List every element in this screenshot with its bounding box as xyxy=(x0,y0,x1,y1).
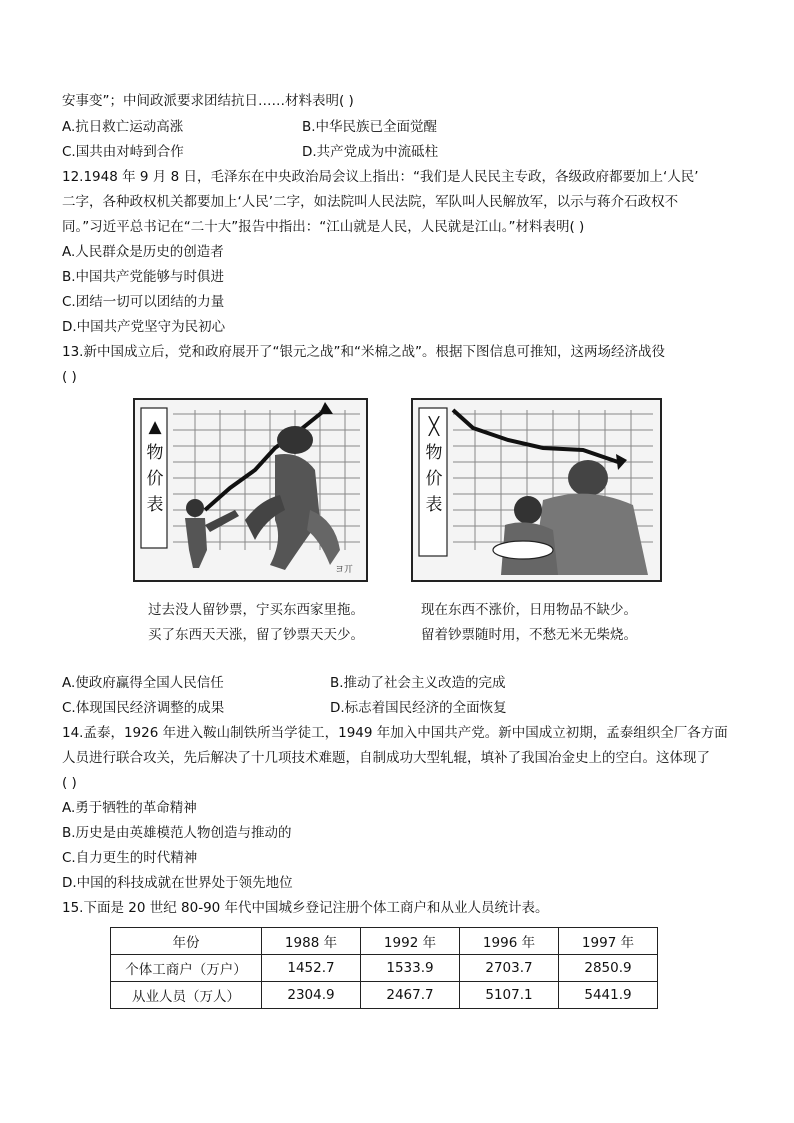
rising-price-cartoon xyxy=(133,398,368,582)
q11-option-c[interactable]: C.国共由对峙到合作 xyxy=(62,144,184,160)
q12-stem-line: 同。”习近平总书记在“二十大”报告中指出：“江山就是人民，人民就是江山。”材料表明( ) xyxy=(62,219,585,235)
table-cell: 2703.7 xyxy=(460,955,559,982)
q14-stem-line: ( ) xyxy=(62,775,77,791)
q12-option-a[interactable]: A.人民群众是历史的创造者 xyxy=(62,244,224,260)
q12-option-d[interactable]: D.中国共产党坚守为民初心 xyxy=(62,319,226,335)
table-cell: 2304.9 xyxy=(262,982,361,1009)
svg-text:ヨ丌: ヨ丌 xyxy=(335,565,354,575)
table-cell: 5107.1 xyxy=(460,982,559,1009)
q13-option-b[interactable]: B.推动了社会主义改造的完成 xyxy=(330,675,506,691)
rising-price-cartoon-art xyxy=(135,400,366,580)
q13-stem-line: ( ) xyxy=(62,369,77,385)
q11-option-b[interactable]: B.中华民族已全面觉醒 xyxy=(302,119,438,135)
table-header-cell: 1997 年 xyxy=(559,928,658,955)
price-table-label-char: 价 xyxy=(425,469,443,489)
table-cell: 1533.9 xyxy=(361,955,460,982)
q12-stem-line: 12.1948 年 9 月 8 日，毛泽东在中央政治局会议上指出：“我们是人民民主专政，各级政府都要加上‘人民’ xyxy=(62,169,699,185)
q11-option-d[interactable]: D.共产党成为中流砥柱 xyxy=(302,144,439,160)
household-statistics-table xyxy=(110,927,658,1009)
cross-mark-icon: ╳ xyxy=(428,417,440,437)
q14-stem-line: 人员进行联合攻关，先后解决了十几项技术难题，自制成功大型轧辊，填补了我国冶金史上的空白。这体现了 xyxy=(62,750,710,766)
price-table-label-char: 物 xyxy=(146,443,164,463)
price-table-label-char: 表 xyxy=(146,495,164,515)
table-header-cell: 1996 年 xyxy=(460,928,559,955)
table-header-cell: 1988 年 xyxy=(262,928,361,955)
q13-option-c[interactable]: C.体现国民经济调整的成果 xyxy=(62,700,225,716)
q13-option-d[interactable]: D.标志着国民经济的全面恢复 xyxy=(330,700,507,716)
table-header-row xyxy=(111,928,658,955)
q12-option-b[interactable]: B.中国共产党能够与时俱进 xyxy=(62,269,225,285)
q14-option-b[interactable]: B.历史是由英雄模范人物创造与推动的 xyxy=(62,825,292,841)
q14-option-c[interactable]: C.自力更生的时代精神 xyxy=(62,850,198,866)
q14-stem-line: 14.孟泰，1926 年进入鞍山制铁所当学徒工，1949 年加入中国共产党。新中国成立初期，孟泰组织全厂各方面 xyxy=(62,725,728,741)
stable-price-cartoon xyxy=(411,398,662,582)
stable-price-cartoon-art xyxy=(413,400,660,580)
right-caption-line: 留着钞票随时用，不愁无米无柴烧。 xyxy=(421,627,637,643)
table-header-cell: 1992 年 xyxy=(361,928,460,955)
q12-stem-line: 二字，各种政权机关都要加上‘人民’二字，如法院叫人民法院，军队叫人民解放军，以示与蒋介石政权不 xyxy=(62,194,679,210)
q12-option-c[interactable]: C.团结一切可以团结的力量 xyxy=(62,294,225,310)
table-cell: 个体工商户（万户） xyxy=(111,955,262,982)
up-arrow-icon: ▲ xyxy=(148,417,162,437)
price-table-label-char: 物 xyxy=(425,443,443,463)
table-row xyxy=(111,982,658,1009)
table-cell: 2850.9 xyxy=(559,955,658,982)
table-row xyxy=(111,955,658,982)
q13-option-a[interactable]: A.使政府赢得全国人民信任 xyxy=(62,675,224,691)
left-caption-line: 过去没人留钞票，宁买东西家里拖。 xyxy=(148,602,364,618)
table-cell: 1452.7 xyxy=(262,955,361,982)
q14-option-a[interactable]: A.勇于牺牲的革命精神 xyxy=(62,800,197,816)
q13-stem-line: 13.新中国成立后，党和政府展开了“银元之战”和“米棉之战”。根据下图信息可推知，这两场经济战役 xyxy=(62,344,665,360)
table-cell: 2467.7 xyxy=(361,982,460,1009)
right-caption-line: 现在东西不涨价，日用物品不缺少。 xyxy=(421,602,637,618)
price-table-label-char: 价 xyxy=(146,469,164,489)
q11-option-a[interactable]: A.抗日救亡运动高涨 xyxy=(62,119,184,135)
price-table-label-char: 表 xyxy=(425,495,443,515)
table-cell: 从业人员（万人） xyxy=(111,982,262,1009)
q14-option-d[interactable]: D.中国的科技成就在世界处于领先地位 xyxy=(62,875,293,891)
q15-stem: 15.下面是 20 世纪 80-90 年代中国城乡登记注册个体工商户和从业人员统计表。 xyxy=(62,900,549,916)
left-caption-line: 买了东西天天涨，留了钞票天天少。 xyxy=(148,627,364,643)
q11-stem-tail: 安事变”；中间政派要求团结抗日……材料表明( ) xyxy=(62,93,354,109)
table-header-cell: 年份 xyxy=(111,928,262,955)
table-cell: 5441.9 xyxy=(559,982,658,1009)
